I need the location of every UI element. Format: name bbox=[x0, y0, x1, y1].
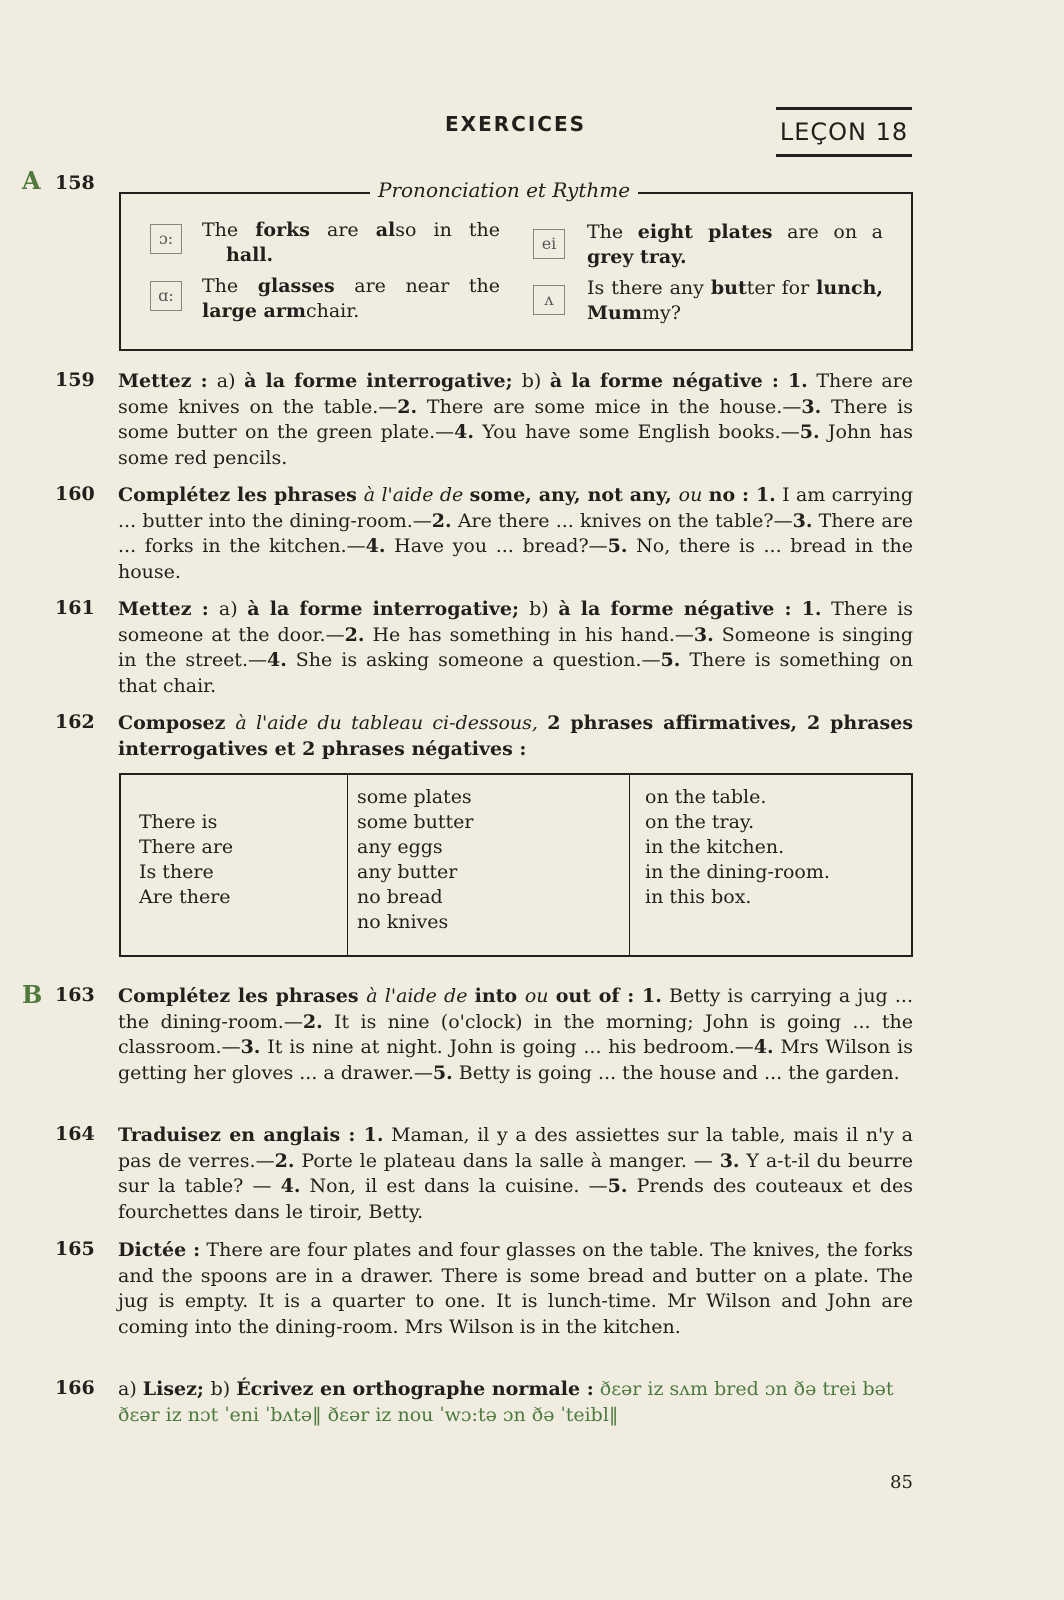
lesson-label: LEÇON 18 bbox=[776, 107, 912, 157]
exercise-159-text: Mettez : a) à la forme interrogative; b) à la forme négative : 1. There are some knives on the table.—2. There are some mice in the house.—3. There is some butter on the green plate.—4. You have some English books.—5. John has some red pencils. bbox=[118, 370, 914, 469]
exercise-162-text: Composez à l'aide du tableau ci-dessous, 2 phrases affirmatives, 2 phrases interrogatives et 2 phrases négatives : bbox=[118, 712, 914, 760]
pronunciation-line: Is there any butter for lunch, Mummy? bbox=[587, 277, 883, 324]
phoneme-symbol: ɔ: bbox=[150, 224, 182, 254]
pronunciation-title: Prononciation et Rythme bbox=[370, 178, 638, 202]
substitution-table bbox=[119, 773, 913, 957]
exercise-162-number: 162 bbox=[55, 711, 95, 733]
phoneme-symbol: ʌ bbox=[533, 285, 565, 315]
pronunciation-line: The forks are also in the hall. bbox=[202, 219, 500, 266]
table-divider bbox=[347, 775, 348, 955]
table-column-place: on the table. on the tray. in the kitchen. in the dining-room. in this box. bbox=[645, 786, 830, 908]
exercise-160-number: 160 bbox=[55, 483, 95, 505]
phoneme-symbol: ei bbox=[533, 229, 565, 259]
exercise-163-number: 163 bbox=[55, 984, 95, 1006]
table-column-object: some plates some butter any eggs any butter no bread no knives bbox=[357, 786, 474, 933]
pronunciation-box bbox=[119, 192, 913, 351]
exercise-164-text: Traduisez en anglais : 1. Maman, il y a des assiettes sur la table, mais il n'y a pas de verres.—2. Porte le plateau dans la salle à manger. — 3. Y a-t-il du beurre sur la table? — 4. Non, il est dans la cuisine. —5. Prends des couteaux et des fourchettes dans le tiroir, Betty. bbox=[118, 1124, 913, 1223]
exercise-165-text: Dictée : There are four plates and four glasses on the table. The knives, the forks and the spoons are in a drawer. There is some bread and butter on a plate. The jug is empty. It is a quarter to one. It is lunch-time. Mr Wilson and John are coming into the dining-room. Mrs Wilson is in the kitchen. bbox=[118, 1239, 913, 1338]
exercise-166-text: a) Lisez; b) Écrivez en orthographe normale : ðɛər iz sʌm bred ɔn ðə trei bət ðɛər iz nɔt ˈeni ˈbʌtə‖ ðɛər iz nou ˈwɔ:tə ɔn ðə ˈteibl‖ bbox=[118, 1378, 894, 1426]
exercise-164-number: 164 bbox=[55, 1123, 95, 1145]
exercise-165-number: 165 bbox=[55, 1238, 95, 1260]
page-header-title: EXERCICES bbox=[445, 112, 587, 136]
exercise-160-text: Complétez les phrases à l'aide de some, any, not any, ou no : 1. I am carrying ... butter into the dining-room.—2. Are there ... knives on the table?—3. There are ... forks in the kitchen.—4. Have you ... bread?—5. No, there is ... bread in the house. bbox=[118, 484, 914, 583]
table-column-subject: There is There are Is there Are there bbox=[139, 811, 234, 908]
pronunciation-line: The eight plates are on a grey tray. bbox=[587, 221, 883, 268]
phoneme-symbol: ɑ: bbox=[150, 281, 182, 311]
phonetic-transcription: ðɛər iz sʌm bred ɔn ðə trei bət ðɛər iz nɔt ˈeni ˈbʌtə‖ ðɛər iz nou ˈwɔ:tə ɔn ðə ˈteibl‖ bbox=[118, 1378, 894, 1426]
exercise-166-number: 166 bbox=[55, 1377, 95, 1399]
section-a-marker: A bbox=[22, 166, 41, 195]
exercise-158-number: 158 bbox=[55, 172, 95, 194]
page-number: 85 bbox=[890, 1472, 913, 1493]
exercise-163-text: Complétez les phrases à l'aide de into ou out of : 1. Betty is carrying a jug ... the dining-room.—2. It is nine (o'clock) in the morning; John is going ... the classroom.—3. It is nine at night. John is going ... his bedroom.—4. Mrs Wilson is getting her gloves ... a drawer.—5. Betty is going ... the house and ... the garden. bbox=[118, 985, 913, 1084]
exercise-159-number: 159 bbox=[55, 369, 95, 391]
section-b-marker: B bbox=[22, 980, 43, 1009]
pronunciation-line: The glasses are near the large armchair. bbox=[202, 275, 500, 322]
exercise-161-number: 161 bbox=[55, 597, 95, 619]
exercise-161-text: Mettez : a) à la forme interrogative; b) à la forme négative : 1. There is someone at the door.—2. He has something in his hand.—3. Someone is singing in the street.—4. She is asking someone a question.—5. There is something on that chair. bbox=[118, 598, 914, 697]
table-divider bbox=[629, 775, 630, 955]
